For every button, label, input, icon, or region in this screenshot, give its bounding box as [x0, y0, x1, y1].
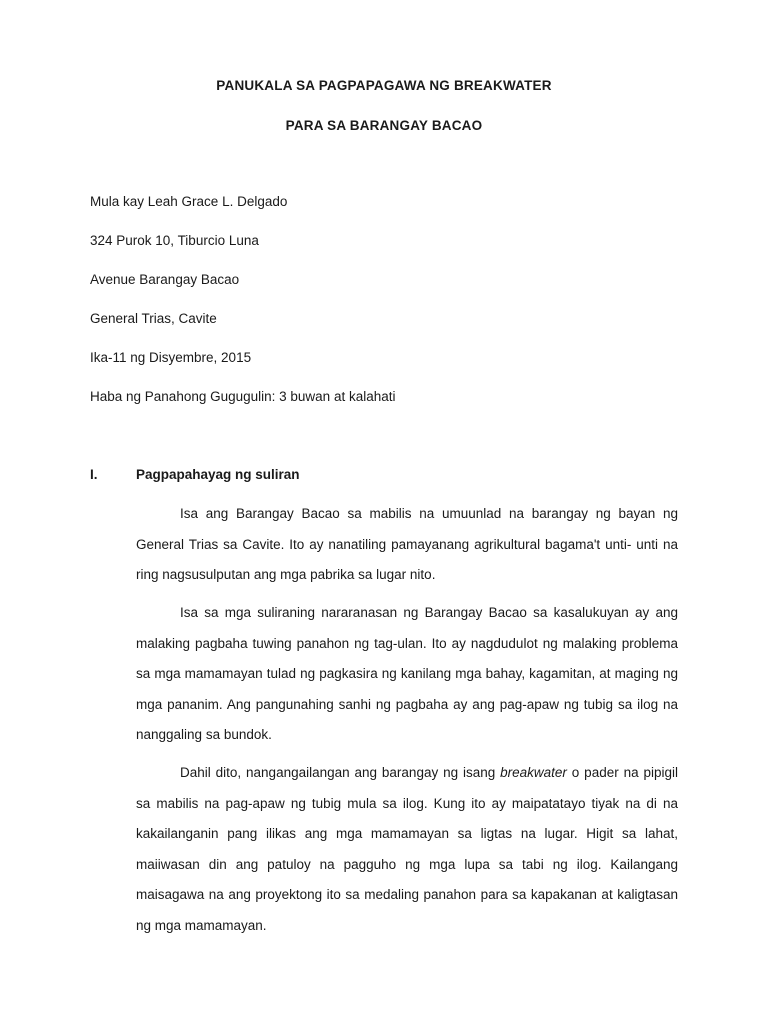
sender-name: Mula kay Leah Grace L. Delgado [90, 194, 288, 209]
paragraph-1: Isa ang Barangay Bacao sa mabilis na umuunlad na barangay ng bayan ng General Trias sa Cavite. Ito ay nanatiling pamayanang agrikultural bagama't unti- unti na ring nagsusulputan ang mga pabrika sa lugar nito. [136, 506, 678, 582]
section-number: I. [90, 467, 98, 482]
sender-address-line2: Avenue Barangay Bacao [90, 272, 240, 287]
sender-address-line3: General Trias, Cavite [90, 311, 217, 326]
sender-address-line1: 324 Purok 10, Tiburcio Luna [90, 233, 259, 248]
paragraph-3-italic-term: breakwater [500, 765, 567, 780]
document-date: Ika-11 ng Disyembre, 2015 [90, 350, 252, 365]
paragraph-2: Isa sa mga suliraning nararanasan ng Barangay Bacao sa kasalukuyan ay ang malaking pagbaha tuwing panahon ng tag-ulan. Ito ay nagdudulot ng malaking problema sa mga mamamayan tulad ng pagkasira ng kanilang mga bahay, kagamitan, at maging ng mga pananim. Ang pangunahing sanhi ng pagbaha ay ang pag-apaw ng tubig sa ilog na nanggaling sa bundok. [136, 605, 678, 742]
paragraph-3-text-end: o pader na pipigil sa mabilis na pag-apaw ng tubig mula sa ilog. Kung ito ay maipatatayo tiyak na di na kakailanganin pang ilikas ang mga mamamayan sa ligtas na lugar. Higit sa lahat, maiiwasan din ang patuloy na pagguho ng mga lupa sa tabi ng ilog. Kailangang maisagawa na ang proyektong ito sa medaling panahon para sa kapakanan at kaligtasan ng mga mamamayan. [136, 765, 678, 933]
paragraph-3 [136, 758, 678, 941]
document-title: PANUKALA SA PAGPAPAGAWA NG BREAKWATER [216, 78, 552, 93]
paragraph-3-text-start: Dahil dito, nangangailangan ang barangay ng isang [180, 765, 501, 780]
section-heading: Pagpapahayag ng suliran [136, 467, 300, 482]
document-subtitle: PARA SA BARANGAY BACAO [285, 118, 483, 133]
project-duration: Haba ng Panahong Gugugulin: 3 buwan at kalahati [90, 389, 396, 404]
